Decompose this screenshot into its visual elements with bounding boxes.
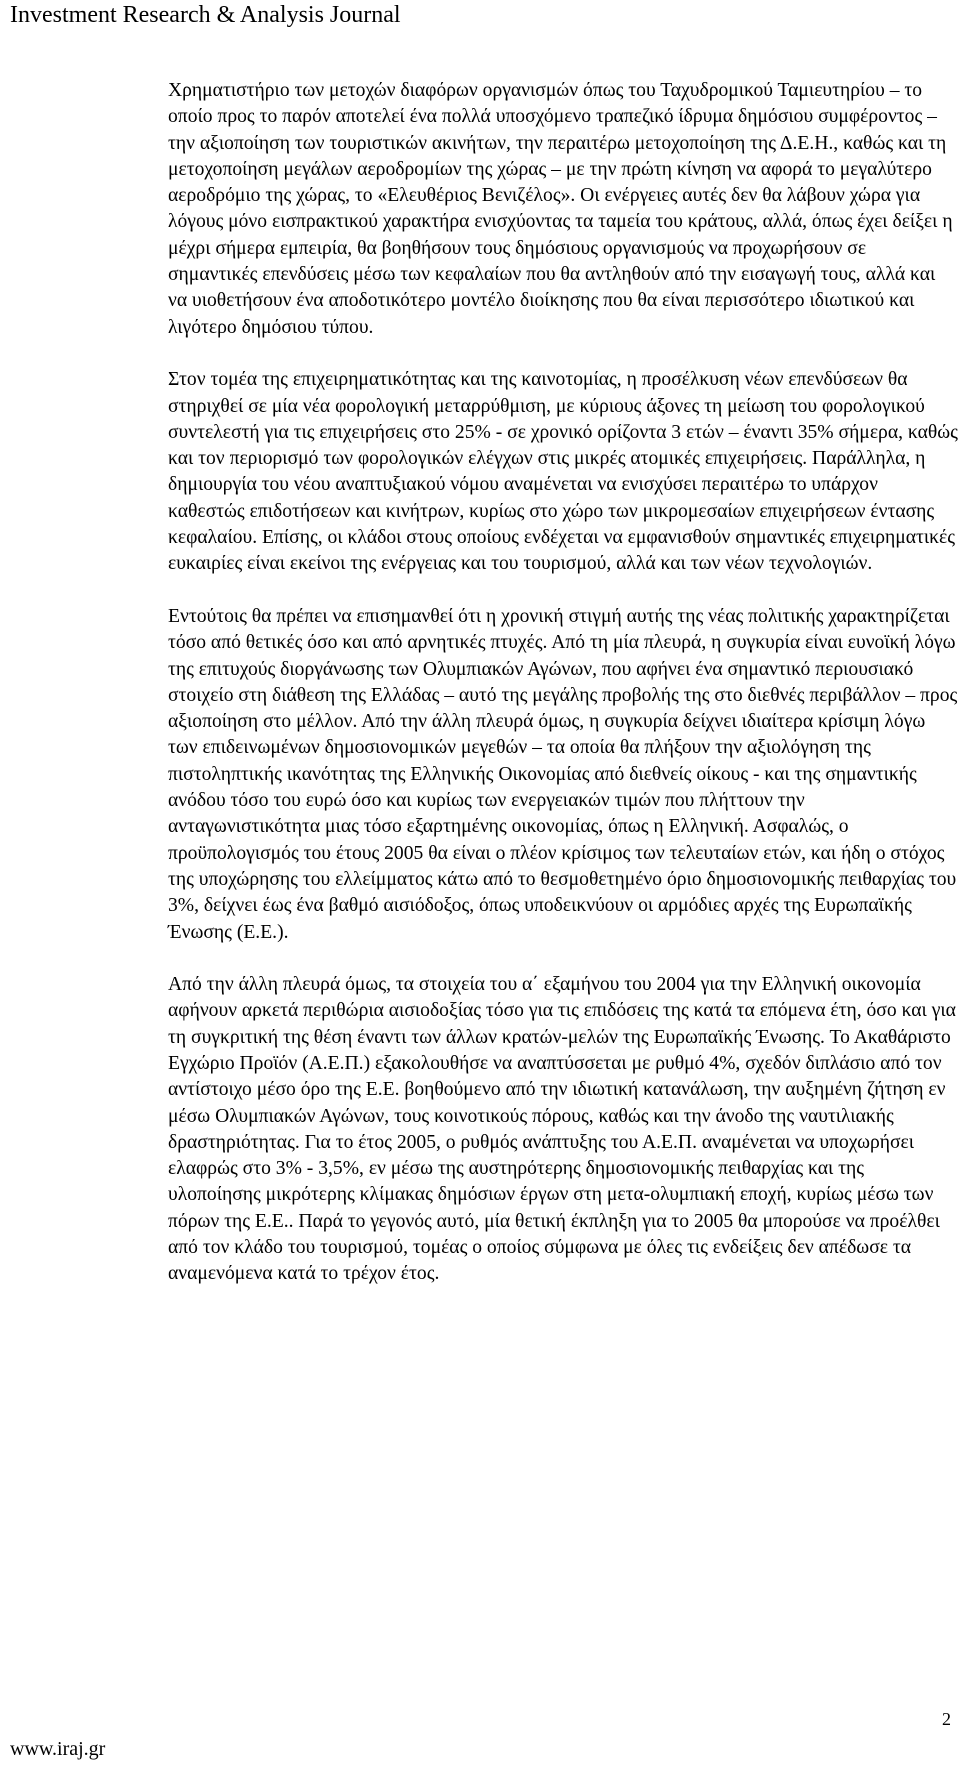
paragraph-1: Χρηματιστήριο των μετοχών διαφόρων οργανισμών όπως του Ταχυδρομικού Ταμιευτηρίου – το οποίο προς το παρόν αποτελεί ένα πολλά υποσχόμενο τραπεζικό ίδρυμα δημόσιου συμφέροντος – την αξιοποίηση των τουριστικών ακινήτων, την περαιτέρω μετοχοποίηση της Δ.Ε.Η., καθώς και τη μετοχοποίηση μεγάλων αεροδρομίων της χώρας – με την πρώτη κίνηση να αφορά το μεγαλύτερο αεροδρόμιο της χώρας, το «Ελευθέριος Βενιζέλος». Οι ενέργειες αυτές δεν θα λάβουν χώρα για λόγους μόνο εισπρακτικού χαρακτήρα ενισχύοντας τα ταμεία του κράτους, αλλά, όπως έχει δείξει η μέχρι σήμερα εμπειρία, θα βοηθήσουν τους δημόσιους οργανισμούς να προχωρήσουν σε σημαντικές επενδύσεις μέσω των κεφαλαίων που θα αντληθούν από την εισαγωγή τους, αλλά και να υιοθετήσουν ένα αποδοτικότερο μοντέλο διοίκησης που θα είναι περισσότερο ιδιωτικού και λιγότερο δημόσιου τύπου. bbox=[168, 80, 953, 338]
paragraph-4: Από την άλλη πλευρά όμως, τα στοιχεία του α΄ εξαμήνου του 2004 για την Ελληνική οικονομία αφήνουν αρκετά περιθώρια αισιοδοξίας τόσο για τις επιδόσεις της κατά τα επόμενα έτη, όσο και για τη συγκριτική της θέση έναντι των άλλων κρατών-μελών της Ευρωπαϊκής Ένωσης. Το Ακαθάριστο Εγχώριο Προϊόν (Α.Ε.Π.) εξακολουθήσε να αναπτύσσεται με ρυθμό 4%, σχεδόν διπλάσιο από τον αντίστοιχο μέσο όρο της Ε.Ε. βοηθούμενο από την ιδιωτική κατανάλωση, την αυξημένη ζήτηση εν μέσω Ολυμπιακών Αγώνων, τους κοινοτικούς πόρους, καθώς και την άνοδο της ναυτιλιακής δραστηριότητας. Για το έτος 2005, ο ρυθμός ανάπτυξης του Α.Ε.Π. αναμένεται να υποχωρήσει ελαφρώς στο 3% - 3,5%, εν μέσω της αυστηρότερης δημοσιονομικής πειθαρχίας και της υλοποίησης μικρότερης κλίμακας δημόσιων έργων στη μετα-ολυμπιακή εποχή, κυρίως μέσω των πόρων της Ε.Ε.. Παρά το γεγονός αυτό, μία θετική έκπληξη για το 2005 θα μπορούσε να προέλθει από τον κλάδο του τουρισμού, τομέας ο οποίος σύμφωνα με όλες τις ενδείξεις δεν απέδωσε τα αναμενόμενα κατά το τρέχον έτος. bbox=[168, 974, 956, 1285]
paragraph-3: Εντούτοις θα πρέπει να επισημανθεί ότι η χρονική στιγμή αυτής της νέας πολιτικής χαρακτηρίζεται τόσο από θετικές όσο και από αρνητικές πτυχές. Από τη μία πλευρά, η συγκυρία είναι ευνοϊκή λόγω της επιτυχούς διοργάνωσης των Ολυμπιακών Αγώνων, που αφήνει ένα σημαντικό περιουσιακό στοιχείο στη διάθεση της Ελλάδας – αυτό της μεγάλης προβολής της στο διεθνές περιβάλλον – προς αξιοποίηση στο μέλλον. Από την άλλη πλευρά όμως, η συγκυρία δείχνει ιδιαίτερα κρίσιμη λόγω των επιδεινωμένων δημοσιονομικών μεγεθών – τα οποία θα πλήξουν την αξιολόγηση της πιστοληπτικής ικανότητας της Ελληνικής Οικονομίας από διεθνείς οίκους - και της σημαντικής ανόδου τόσο του ευρώ όσο και κυρίως των ενεργειακών τιμών που πλήττουν την ανταγωνιστικότητα μιας τόσο εξαρτημένης οικονομίας, όπως η Ελληνική. Ασφαλώς, ο προϋπολογισμός του έτους 2005 θα είναι ο πλέον κρίσιμος των τελευταίων ετών, και ήδη ο στόχος της υποχώρησης του ελλείμματος κάτω από το θεσμοθετημένο όριο δημοσιονομικής πειθαρχίας του 3%, δείχνει έως ένα βαθμό αισιόδοξος, όπως υποδεικνύουν οι αρμόδιες αρχές της Ευρωπαϊκής Ένωσης (Ε.Ε.). bbox=[168, 605, 958, 943]
journal-title: Investment Research & Analysis Journal bbox=[10, 2, 401, 28]
paragraph-2: Στον τομέα της επιχειρηματικότητας και της καινοτομίας, η προσέλκυση νέων επενδύσεων θα στηριχθεί σε μία νέα φορολογική μεταρρύθμιση, με κύριους άξονες τη μείωση του φορολογικού συντελεστή για τις επιχειρήσεις στο 25% - σε χρονικό ορίζοντα 3 ετών – έναντι 35% σήμερα, καθώς και τον περιορισμό των φορολογικών ελέγχων στις μικρές ατομικές επιχειρήσεις. Παράλληλα, η δημιουργία του νέου αναπτυξιακού νόμου αναμένεται να ενισχύσει περαιτέρω το υπάρχον καθεστώς επιδοτήσεων και κινήτρων, κυρίως στο χώρο των μικρομεσαίων επιχειρήσεων έντασης κεφαλαίου. Επίσης, οι κλάδοι στους οποίους ενδέχεται να εμφανισθούν σημαντικές επιχειρηματικές ευκαιρίες είναι εκείνοι της ενέργειας και του τουρισμού, αλλά και των νέων τεχνολογιών. bbox=[168, 369, 958, 575]
article-body bbox=[168, 78, 958, 1314]
page-number: 2 bbox=[942, 1709, 951, 1729]
footer-website-link[interactable]: www.iraj.gr bbox=[10, 1738, 106, 1760]
